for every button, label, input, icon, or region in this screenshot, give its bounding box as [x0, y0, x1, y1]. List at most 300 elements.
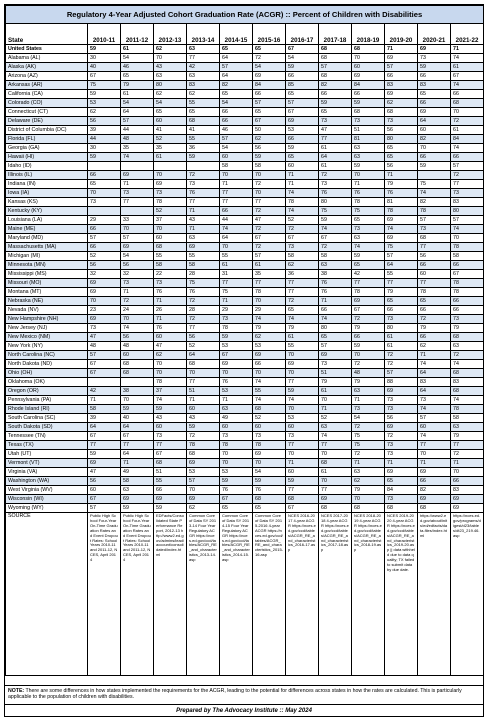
- rate-cell: 71: [385, 459, 418, 468]
- rate-cell: 57: [253, 99, 286, 108]
- rate-cell: 78: [154, 198, 187, 207]
- rate-cell: 56: [187, 333, 220, 342]
- national-total-row: [6, 45, 484, 54]
- rate-cell: 65: [220, 45, 253, 54]
- rate-cell: 83: [418, 81, 451, 90]
- rate-cell: 64: [319, 153, 352, 162]
- rate-cell: 73: [220, 315, 253, 324]
- rate-cell: 70: [418, 144, 451, 153]
- rate-cell: 67: [253, 234, 286, 243]
- rate-cell: 68: [385, 504, 418, 513]
- rate-cell: 66: [451, 90, 484, 99]
- rate-cell: 72: [418, 315, 451, 324]
- rate-cell: 73: [352, 117, 385, 126]
- rate-cell: 77: [319, 135, 352, 144]
- rate-cell: 68: [451, 369, 484, 378]
- rate-cell: 69: [253, 72, 286, 81]
- rate-cell: 82: [418, 198, 451, 207]
- rate-cell: 65: [286, 153, 319, 162]
- rate-cell: 71: [220, 297, 253, 306]
- rate-cell: 60: [286, 162, 319, 171]
- rate-cell: 61: [451, 63, 484, 72]
- rate-cell: 72: [352, 423, 385, 432]
- state-name-cell: South Dakota (SD): [6, 423, 88, 432]
- rate-cell: 72: [253, 225, 286, 234]
- table-row: [6, 72, 484, 81]
- rate-cell: 65: [286, 306, 319, 315]
- rate-cell: 67: [319, 234, 352, 243]
- state-name-cell: Indiana (IN): [6, 180, 88, 189]
- rate-cell: 83: [451, 486, 484, 495]
- rate-cell: 61: [220, 261, 253, 270]
- rate-cell: 67: [88, 432, 121, 441]
- rate-cell: 70: [154, 225, 187, 234]
- rate-cell: 53: [253, 342, 286, 351]
- rate-cell: 51: [187, 387, 220, 396]
- rate-cell: 58: [451, 252, 484, 261]
- rate-cell: 72: [187, 432, 220, 441]
- rate-cell: 70: [352, 171, 385, 180]
- rate-cell: 73: [385, 315, 418, 324]
- rate-cell: 67: [154, 450, 187, 459]
- rate-cell: 57: [319, 63, 352, 72]
- rate-cell: [88, 378, 121, 387]
- rate-cell: 71: [286, 180, 319, 189]
- rate-cell: 54: [253, 468, 286, 477]
- table-row: [6, 387, 484, 396]
- rate-cell: 73: [385, 495, 418, 504]
- state-name-cell: North Dakota (ND): [6, 360, 88, 369]
- rate-cell: 69: [187, 459, 220, 468]
- rate-cell: 76: [319, 189, 352, 198]
- table-row: [6, 279, 484, 288]
- rate-cell: 70: [253, 189, 286, 198]
- rate-cell: 55: [154, 477, 187, 486]
- rate-cell: 65: [385, 297, 418, 306]
- table-row: [6, 369, 484, 378]
- year-column-header: 2011-12: [121, 24, 154, 45]
- rate-cell: 70: [319, 396, 352, 405]
- rate-cell: 70: [88, 189, 121, 198]
- table-title: Regulatory 4-Year Adjusted Cohort Graduation Rate (ACGR) :: Percent of Children with Disabilities: [6, 6, 484, 24]
- rate-cell: 64: [220, 72, 253, 81]
- table-row: [6, 207, 484, 216]
- rate-cell: 59: [286, 144, 319, 153]
- state-name-cell: Nebraska (NE): [6, 297, 88, 306]
- state-name-cell: Arkansas (AR): [6, 81, 88, 90]
- rate-cell: 80: [319, 324, 352, 333]
- rate-cell: 64: [220, 234, 253, 243]
- rate-cell: 28: [187, 306, 220, 315]
- rate-cell: 63: [187, 234, 220, 243]
- state-name-cell: Wyoming (WY): [6, 504, 88, 513]
- rate-cell: 64: [187, 351, 220, 360]
- rate-cell: 71: [220, 396, 253, 405]
- rate-cell: 40: [121, 414, 154, 423]
- rate-cell: 37: [154, 387, 187, 396]
- rate-cell: 72: [121, 297, 154, 306]
- rate-cell: 59: [418, 63, 451, 72]
- rate-cell: 77: [286, 279, 319, 288]
- rate-cell: 72: [187, 171, 220, 180]
- state-name-cell: Maryland (MD): [6, 234, 88, 243]
- rate-cell: 77: [451, 180, 484, 189]
- rate-cell: 35: [154, 144, 187, 153]
- rate-cell: 68: [253, 405, 286, 414]
- rate-cell: 71: [154, 315, 187, 324]
- rate-cell: 74: [253, 315, 286, 324]
- source-citation-cell: https://nces.ed.gov/programs/digest/d23/tables/dt23_219.46.asp: [451, 513, 484, 676]
- rate-cell: [88, 162, 121, 171]
- rate-cell: 60: [286, 468, 319, 477]
- rate-cell: 73: [253, 432, 286, 441]
- footnote: [5, 685, 483, 703]
- rate-cell: [121, 207, 154, 216]
- table-row: [6, 396, 484, 405]
- rate-cell: [154, 162, 187, 171]
- rate-cell: 65: [319, 108, 352, 117]
- rate-cell: 65: [253, 108, 286, 117]
- source-citation-cell: Common Core of Data SY 2015-2016 4-year ACGR https://nces.ed.gov/ccd/tables/ACGR_RE_and_characteristics_2015-16.asp: [253, 513, 286, 676]
- rate-cell: 74: [253, 378, 286, 387]
- rate-cell: 69: [385, 468, 418, 477]
- rate-cell: 60: [418, 126, 451, 135]
- state-name-cell: Tennessee (TN): [6, 432, 88, 441]
- rate-cell: 67: [451, 72, 484, 81]
- rate-cell: 60: [187, 405, 220, 414]
- rate-cell: 73: [88, 324, 121, 333]
- rate-cell: 75: [352, 432, 385, 441]
- rate-cell: 71: [385, 45, 418, 54]
- rate-cell: 78: [352, 288, 385, 297]
- table-row: [6, 441, 484, 450]
- rate-cell: 78: [187, 441, 220, 450]
- rate-cell: 72: [319, 243, 352, 252]
- table-row: [6, 153, 484, 162]
- rate-cell: 78: [154, 378, 187, 387]
- rate-cell: 74: [154, 396, 187, 405]
- rate-cell: 74: [418, 360, 451, 369]
- rate-cell: 65: [253, 45, 286, 54]
- rate-cell: 58: [253, 162, 286, 171]
- state-name-cell: Idaho (ID): [6, 162, 88, 171]
- rate-cell: [121, 162, 154, 171]
- rate-cell: 65: [352, 261, 385, 270]
- rate-cell: 70: [253, 171, 286, 180]
- source-citation-cell: NCES 2018-2019 4-year ACGR https://nces.ed.gov/ccd/tables/ACGR_RE_and_characteristics_2018-19.asp: [352, 513, 385, 676]
- rate-cell: 72: [385, 360, 418, 369]
- rate-cell: 59: [220, 333, 253, 342]
- state-name-cell: Washington (WA): [6, 477, 88, 486]
- rate-cell: 55: [154, 252, 187, 261]
- rate-cell: 60: [286, 423, 319, 432]
- state-name-cell: Alaska (AK): [6, 63, 88, 72]
- table-row: [6, 63, 484, 72]
- rate-cell: 78: [451, 243, 484, 252]
- rate-cell: 29: [88, 216, 121, 225]
- rate-cell: 76: [319, 288, 352, 297]
- rate-cell: 68: [418, 234, 451, 243]
- state-name-cell: Oregon (OR): [6, 387, 88, 396]
- rate-cell: 70: [253, 297, 286, 306]
- rate-cell: 79: [286, 324, 319, 333]
- year-column-header: 2014-15: [220, 24, 253, 45]
- rate-cell: 64: [385, 261, 418, 270]
- table-row: [6, 189, 484, 198]
- rate-cell: 69: [385, 90, 418, 99]
- rate-cell: 73: [352, 405, 385, 414]
- rate-cell: 88: [385, 378, 418, 387]
- rate-cell: 61: [319, 162, 352, 171]
- rate-cell: 72: [253, 207, 286, 216]
- rate-cell: 57: [385, 63, 418, 72]
- rate-cell: 62: [187, 90, 220, 99]
- rate-cell: 72: [451, 171, 484, 180]
- table-row: [6, 108, 484, 117]
- rate-cell: 73: [385, 117, 418, 126]
- rate-cell: 65: [352, 216, 385, 225]
- rate-cell: 46: [121, 63, 154, 72]
- rate-cell: 67: [88, 495, 121, 504]
- rate-cell: 66: [418, 153, 451, 162]
- credit-line: Prepared by The Advocacy Institute :: May 2024: [5, 704, 483, 717]
- rate-cell: 62: [187, 504, 220, 513]
- rate-cell: 65: [121, 72, 154, 81]
- table-row: [6, 414, 484, 423]
- rate-cell: 80: [451, 207, 484, 216]
- rate-cell: 80: [154, 81, 187, 90]
- rate-cell: 70: [253, 369, 286, 378]
- rate-cell: 71: [451, 45, 484, 54]
- rate-cell: 63: [154, 72, 187, 81]
- rate-cell: 72: [253, 54, 286, 63]
- rate-cell: 66: [88, 243, 121, 252]
- rate-cell: 85: [286, 81, 319, 90]
- rate-cell: 55: [253, 387, 286, 396]
- table-row: [6, 324, 484, 333]
- rate-cell: 74: [121, 324, 154, 333]
- rate-cell: 66: [352, 333, 385, 342]
- state-name-cell: California (CA): [6, 90, 88, 99]
- rate-cell: 68: [319, 459, 352, 468]
- rate-cell: 72: [385, 351, 418, 360]
- table-row: [6, 297, 484, 306]
- rate-cell: 69: [154, 180, 187, 189]
- state-column-header: State: [6, 24, 88, 45]
- rate-cell: 69: [187, 243, 220, 252]
- rate-cell: 47: [154, 342, 187, 351]
- rate-cell: 68: [418, 504, 451, 513]
- rate-cell: 58: [451, 414, 484, 423]
- rate-cell: 79: [352, 378, 385, 387]
- table-row: [6, 162, 484, 171]
- rate-cell: 72: [451, 117, 484, 126]
- rate-cell: 77: [187, 198, 220, 207]
- rate-cell: 73: [418, 54, 451, 63]
- rate-cell: 65: [385, 144, 418, 153]
- rate-cell: 74: [451, 54, 484, 63]
- rate-cell: 53: [286, 126, 319, 135]
- rate-cell: 69: [418, 108, 451, 117]
- rate-cell: 70: [319, 450, 352, 459]
- rate-cell: 61: [319, 387, 352, 396]
- rate-cell: 72: [352, 360, 385, 369]
- rate-cell: 69: [88, 279, 121, 288]
- rate-cell: 76: [319, 279, 352, 288]
- rate-cell: 71: [352, 396, 385, 405]
- rate-cell: 77: [220, 189, 253, 198]
- rate-cell: 83: [187, 81, 220, 90]
- rate-cell: 65: [385, 477, 418, 486]
- rate-cell: 71: [187, 225, 220, 234]
- rate-cell: 78: [451, 279, 484, 288]
- rate-cell: 69: [385, 54, 418, 63]
- rate-cell: 77: [286, 378, 319, 387]
- rate-cell: 61: [319, 144, 352, 153]
- rate-cell: 49: [220, 414, 253, 423]
- rate-cell: 54: [220, 144, 253, 153]
- rate-cell: 61: [385, 333, 418, 342]
- state-name-cell: Michigan (MI): [6, 252, 88, 261]
- state-name-cell: Georgia (GA): [6, 144, 88, 153]
- rate-cell: 52: [154, 207, 187, 216]
- rate-cell: 68: [451, 387, 484, 396]
- rate-cell: 70: [352, 351, 385, 360]
- rate-cell: 78: [418, 207, 451, 216]
- rate-cell: 56: [418, 252, 451, 261]
- rate-cell: 83: [385, 81, 418, 90]
- rate-cell: 77: [286, 486, 319, 495]
- rate-cell: 73: [385, 396, 418, 405]
- rate-cell: 66: [418, 477, 451, 486]
- rate-cell: 82: [418, 135, 451, 144]
- rate-cell: 52: [154, 135, 187, 144]
- rate-cell: 66: [385, 72, 418, 81]
- rate-cell: 69: [286, 117, 319, 126]
- rate-cell: 59: [154, 504, 187, 513]
- rate-cell: 69: [352, 72, 385, 81]
- rate-cell: 66: [352, 90, 385, 99]
- table-row: [6, 495, 484, 504]
- rate-cell: 28: [187, 270, 220, 279]
- rate-cell: 56: [121, 333, 154, 342]
- rate-cell: 72: [253, 243, 286, 252]
- rate-cell: 60: [352, 63, 385, 72]
- rate-cell: 23: [88, 306, 121, 315]
- rate-cell: 51: [319, 369, 352, 378]
- rate-cell: 70: [286, 405, 319, 414]
- rate-cell: 73: [385, 450, 418, 459]
- rate-cell: 77: [154, 441, 187, 450]
- rate-cell: 58: [286, 252, 319, 261]
- source-label: SOURCE: [6, 513, 88, 676]
- rate-cell: 72: [451, 351, 484, 360]
- rate-cell: 72: [352, 315, 385, 324]
- rate-cell: 77: [385, 279, 418, 288]
- rate-cell: 68: [187, 360, 220, 369]
- rate-cell: 70: [451, 108, 484, 117]
- rate-cell: 58: [220, 162, 253, 171]
- rate-cell: 70: [220, 450, 253, 459]
- rate-cell: 68: [385, 108, 418, 117]
- rate-cell: 69: [319, 351, 352, 360]
- rate-cell: 81: [385, 198, 418, 207]
- source-citation-cell: Common Core of Data SY 2014-15 Four Year Regulatory ACGR https://nces.ed.gov/ccd/tables/ACGR_RE_and_characteristics_2014-15.asp: [220, 513, 253, 676]
- rate-cell: 43: [154, 414, 187, 423]
- rate-cell: 73: [121, 189, 154, 198]
- rate-cell: 73: [418, 225, 451, 234]
- rate-cell: 63: [352, 153, 385, 162]
- rate-cell: 58: [154, 261, 187, 270]
- rate-cell: 56: [253, 144, 286, 153]
- rate-cell: [88, 207, 121, 216]
- rate-cell: 80: [385, 135, 418, 144]
- rate-cell: 73: [451, 189, 484, 198]
- rate-cell: 54: [154, 99, 187, 108]
- rate-cell: 66: [220, 108, 253, 117]
- rate-cell: 74: [451, 396, 484, 405]
- rate-cell: 59: [253, 477, 286, 486]
- rate-cell: 69: [88, 459, 121, 468]
- rate-cell: 62: [154, 90, 187, 99]
- rate-cell: 56: [385, 162, 418, 171]
- rate-cell: 31: [220, 270, 253, 279]
- rate-cell: 50: [253, 126, 286, 135]
- rate-cell: 57: [385, 252, 418, 261]
- rate-cell: 77: [121, 441, 154, 450]
- rate-cell: 79: [121, 81, 154, 90]
- rate-cell: 64: [88, 423, 121, 432]
- table-row: [6, 288, 484, 297]
- table-row: [6, 315, 484, 324]
- rate-cell: 79: [418, 324, 451, 333]
- rate-cell: 69: [451, 504, 484, 513]
- rate-cell: 39: [88, 126, 121, 135]
- rate-cell: 82: [220, 81, 253, 90]
- rate-cell: 73: [286, 432, 319, 441]
- rate-cell: 84: [352, 81, 385, 90]
- state-name-cell: Nevada (NV): [6, 306, 88, 315]
- rate-cell: 54: [121, 252, 154, 261]
- rate-cell: 57: [418, 216, 451, 225]
- rate-cell: 75: [385, 243, 418, 252]
- state-name-cell: Colorado (CO): [6, 99, 88, 108]
- rate-cell: 69: [385, 216, 418, 225]
- rate-cell: 55: [187, 252, 220, 261]
- rate-cell: 66: [451, 297, 484, 306]
- rate-cell: 66: [451, 477, 484, 486]
- rate-cell: 39: [88, 414, 121, 423]
- rate-cell: 54: [121, 54, 154, 63]
- rate-cell: 79: [352, 324, 385, 333]
- rate-cell: 57: [88, 234, 121, 243]
- rate-cell: 73: [88, 198, 121, 207]
- rate-cell: 71: [220, 180, 253, 189]
- state-name-cell: Delaware (DE): [6, 117, 88, 126]
- table-row: [6, 477, 484, 486]
- rate-cell: 69: [319, 495, 352, 504]
- rate-cell: 74: [418, 405, 451, 414]
- rate-cell: 77: [121, 198, 154, 207]
- year-column-header: 2019-20: [385, 24, 418, 45]
- rate-cell: 63: [451, 342, 484, 351]
- rate-cell: 68: [253, 495, 286, 504]
- rate-cell: 74: [319, 432, 352, 441]
- rate-cell: 59: [286, 477, 319, 486]
- table-row: [6, 216, 484, 225]
- rate-cell: 59: [220, 477, 253, 486]
- rate-cell: 55: [187, 99, 220, 108]
